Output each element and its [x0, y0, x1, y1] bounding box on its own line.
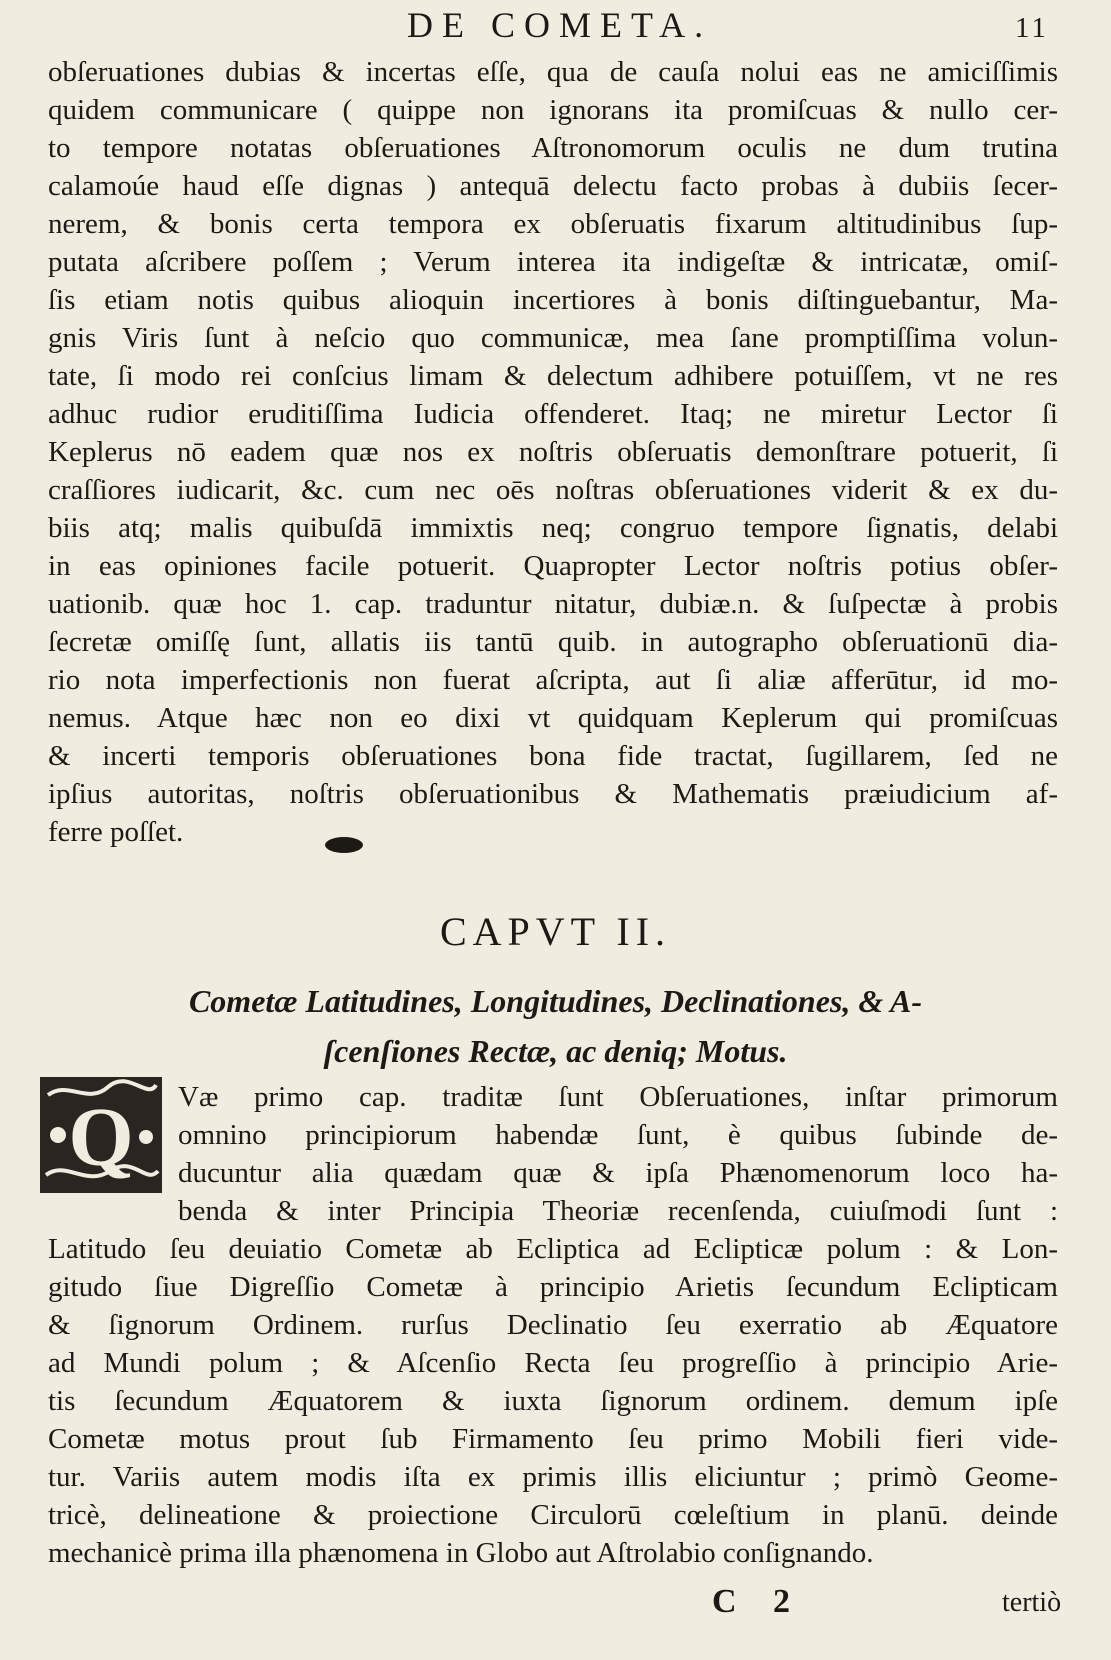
text-line: Latitudo ſeu deuiatio Cometæ ab Ecliptica ad Eclipticæ polum : & Lon-	[48, 1233, 1058, 1265]
text-line: obſeruationes dubias & incertas eſſe, qua de cauſa nolui eas ne amiciſſimis	[48, 56, 1058, 88]
text-line: Cometæ motus prout ſub Firmamento ſeu primo Mobili fieri vide-	[48, 1423, 1058, 1455]
text-line: ſecretæ omiſſę ſunt, allatis iis tantū quib. in autographo obſeruationū dia-	[48, 626, 1058, 658]
text-line: Væ primo cap. traditæ ſunt Obſeruationes, inſtar primorum	[178, 1081, 1058, 1113]
chapter-subtitle-line: ſcenſiones Rectæ, ac deniq; Motus.	[323, 1033, 788, 1069]
text-line: uationib. quæ hoc 1. cap. traduntur nitatur, dubiæ.n. & ſuſpectæ à probis	[48, 588, 1058, 620]
text-line: ducuntur alia quædam quæ & ipſa Phænomenorum loco ha-	[178, 1157, 1058, 1189]
running-head	[0, 2, 1111, 46]
text-line: quidem communicare ( quippe non ignorans ita promiſcuas & nullo cer-	[48, 94, 1058, 126]
page-number: 11	[1015, 12, 1049, 44]
text-line: gnis Viris ſunt à neſcio quo communicæ, mea ſane promptiſſima volun-	[48, 322, 1058, 354]
text-line: & incerti temporis obſeruationes bona fide tractat, ſugillarem, ſed ne	[48, 740, 1058, 772]
chapter-subtitle-line: Cometæ Latitudines, Longitudines, Declinationes, & A-	[188, 983, 923, 1019]
text-line: tis ſecundum Æquatorem & iuxta ſignorum ordinem. demum ipſe	[48, 1385, 1058, 1417]
text-line: craſſiores iudicarit, &c. cum nec oēs noſtras obſeruationes viderit & ex du-	[48, 474, 1058, 506]
text-line: mechanicè prima illa phænomena in Globo aut Aſtrolabio conſignando.	[48, 1537, 874, 1569]
page-footer	[0, 1583, 1111, 1633]
initial-letter: Q	[68, 1091, 134, 1184]
text-line: biis atq; malis quibuſdā immixtis neq; congruo tempore ſignatis, delabi	[48, 512, 1058, 544]
text-line: benda & inter Principia Theoriæ recenſenda, cuiuſmodi ſunt :	[178, 1195, 1058, 1227]
text-line: & ſignorum Ordinem. rurſus Declinatio ſeu exerratio ab Æquatore	[48, 1309, 1058, 1341]
text-line: tur. Variis autem modis iſta ex primis illis eliciuntur ; primò Geome-	[48, 1461, 1058, 1493]
decorated-initial	[38, 1075, 164, 1195]
text-line: nerem, & bonis certa tempora ex obſeruatis fixarum altitudinibus ſup-	[48, 208, 1058, 240]
text-line: rio nota imperfectionis non fuerat aſcripta, aut ſi aliæ afferūtur, id mo-	[48, 664, 1058, 696]
text-line: tate, ſi modo rei conſcius limam & delectum adhibere potuiſſem, vt ne res	[48, 360, 1058, 392]
text-line: in eas opiniones facile potuerit. Quapropter Lector noſtris potius obſer-	[48, 550, 1058, 582]
text-line: nemus. Atque hæc non eo dixi vt quidquam Keplerum qui promiſcuas	[48, 702, 1058, 734]
text-line: to tempore notatas obſeruationes Aſtronomorum oculis ne dum trutina	[48, 132, 1058, 164]
text-line: calamoúe haud eſſe dignas ) antequā delectu facto probas à dubiis ſecer-	[48, 170, 1058, 202]
text-line: omnino principiorum habendæ ſunt, è quibus ſubinde de-	[178, 1119, 1058, 1151]
text-line: ad Mundi polum ; & Aſcenſio Recta ſeu progreſſio à principio Arie-	[48, 1347, 1058, 1379]
text-line: ipſius autoritas, noſtris obſeruationibus & Mathematis præiudicium af-	[48, 778, 1058, 810]
text-line: tricè, delineatione & proiectione Circulorū cœleſtium in planū. deinde	[48, 1499, 1058, 1531]
text-line: putata aſcribere poſſem ; Verum interea ita indigeſtæ & intricatæ, omiſ-	[48, 246, 1058, 278]
text-line: adhuc rudior eruditiſſima Iudicia offenderet. Itaq; ne miretur Lector ſi	[48, 398, 1058, 430]
running-title: DE COMETA.	[407, 5, 713, 45]
catchword: tertiò	[1002, 1587, 1062, 1618]
text-line: gitudo ſiue Digreſſio Cometæ à principio Arietis ſecundum Eclipticam	[48, 1271, 1058, 1303]
signature-mark: C 2	[712, 1583, 805, 1620]
chapter-heading: CAPVT II.	[439, 909, 672, 954]
text-line: Keplerus nō eadem quæ nos ex noſtris obſeruatis demonſtrare potuerit, ſi	[48, 436, 1058, 468]
text-line: ſis etiam notis quibus alioquin incertiores à bonis diſtinguebantur, Ma-	[48, 284, 1058, 316]
text-line: ferre poſſet.	[48, 816, 184, 848]
ink-blot-ornament	[322, 832, 368, 858]
